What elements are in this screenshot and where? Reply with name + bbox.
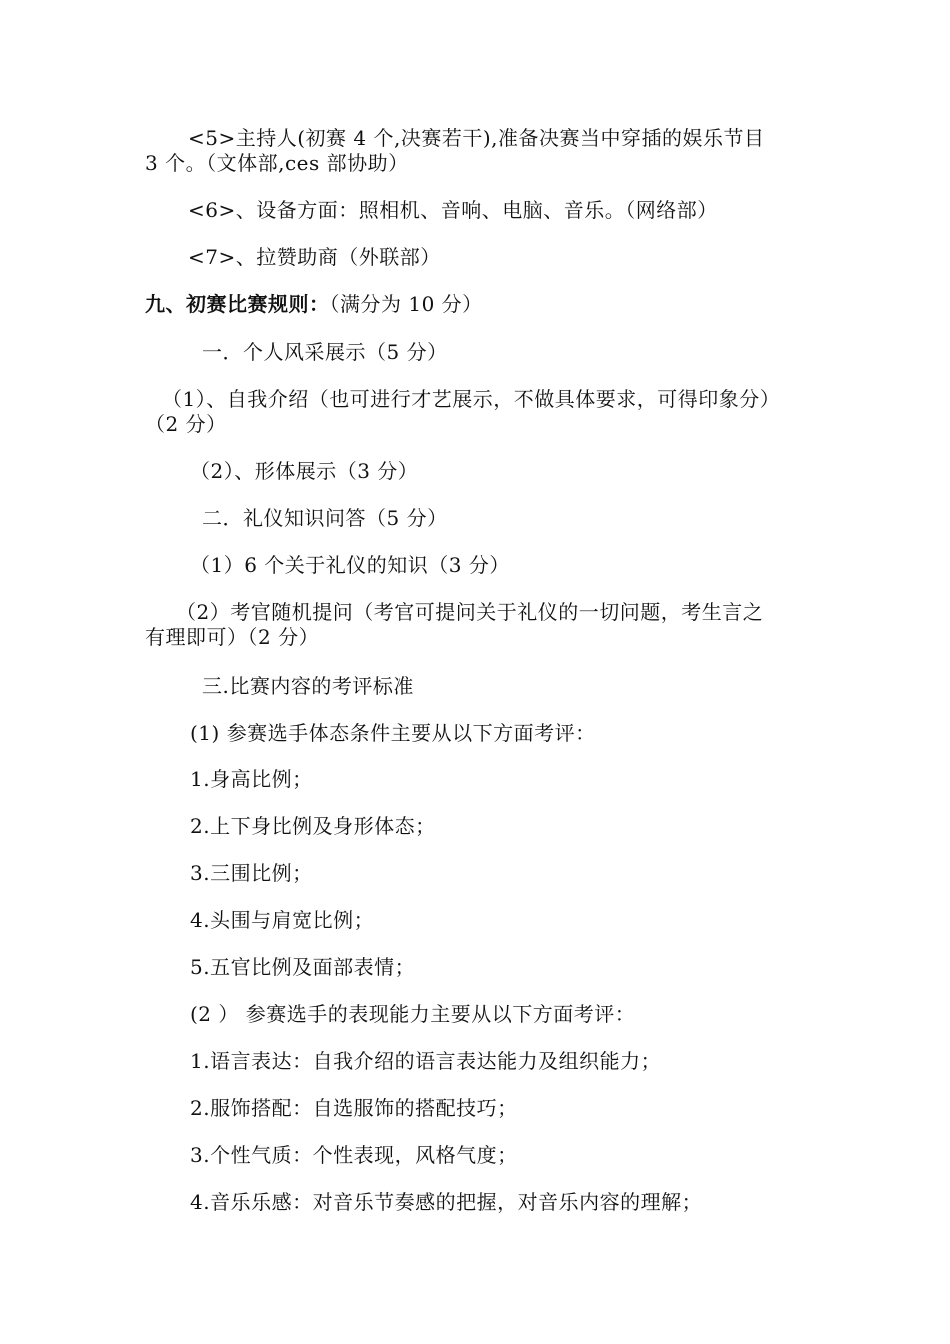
list-item: 1.身高比例； [190, 767, 313, 791]
part-2-item-2-line-2: 有理即可）（2 分） [145, 625, 320, 649]
section-9-heading: 九、初赛比赛规则： [145, 292, 330, 316]
list-item: 3.三围比例； [190, 861, 313, 885]
part-3-sub-1-title: (1) 参赛选手体态条件主要从以下方面考评： [190, 721, 596, 745]
part-3-sub-2-title: (2 ） 参赛选手的表现能力主要从以下方面考评： [190, 1002, 636, 1026]
part-2-item-2-line-1: （2）考官随机提问（考官可提问关于礼仪的一切问题，考生言之 [176, 600, 764, 624]
paragraph-5-line-1: <5>主持人(初赛 4 个,决赛若干),准备决赛当中穿插的娱乐节目 [188, 126, 765, 150]
part-2-title: 二．礼仪知识问答（5 分） [202, 506, 448, 530]
list-item: 2.上下身比例及身形体态； [190, 814, 436, 838]
part-3-title: 三.比赛内容的考评标准 [202, 674, 414, 698]
list-item: 2.服饰搭配：自选服饰的搭配技巧； [190, 1096, 518, 1120]
part-1-item-2: （2）、形体展示（3 分） [190, 459, 419, 483]
part-1-item-1-line-1: （1）、自我介绍（也可进行才艺展示，不做具体要求，可得印象分） [162, 387, 781, 411]
part-1-item-1-line-2: （2 分） [145, 412, 227, 436]
list-item: 4.音乐乐感：对音乐节奏感的把握，对音乐内容的理解； [190, 1190, 703, 1214]
paragraph-7: <7>、拉赞助商（外联部） [188, 245, 441, 269]
list-item: 1.语言表达：自我介绍的语言表达能力及组织能力； [190, 1049, 662, 1073]
list-item: 5.五官比例及面部表情； [190, 955, 416, 979]
part-2-item-1: （1）6 个关于礼仪的知识（3 分） [190, 553, 510, 577]
paragraph-6: <6>、设备方面：照相机、音响、电脑、音乐。（网络部） [188, 198, 718, 222]
list-item: 4.头围与肩宽比例； [190, 908, 375, 932]
section-9-note: （满分为 10 分） [329, 292, 483, 316]
section-9-heading-row [145, 291, 483, 317]
paragraph-5-line-2: 3 个。（文体部,ces 部协助） [145, 151, 409, 175]
part-1-title: 一．个人风采展示（5 分） [202, 340, 448, 364]
list-item: 3.个性气质：个性表现，风格气度； [190, 1143, 518, 1167]
